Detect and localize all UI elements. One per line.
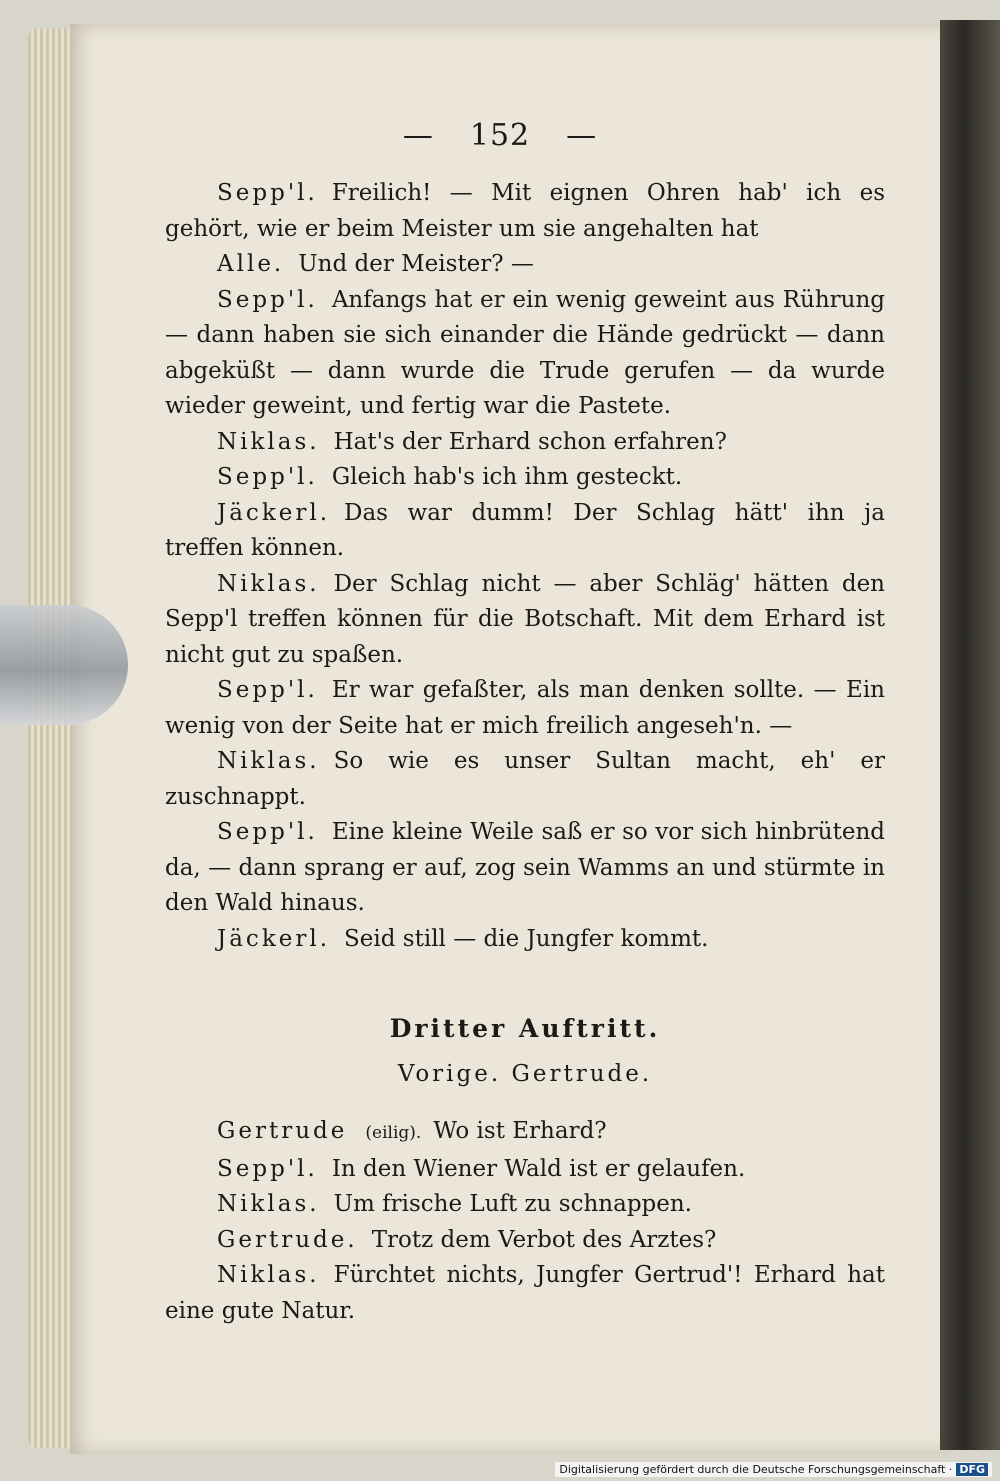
dialogue-text: Trotz dem Verbot des Arztes? [371, 1226, 717, 1253]
dialogue-text: Er war gefaßter, als man denken sollte. — Ein wenig von der Seite hat er mich freilich angeseh'n. — [165, 677, 885, 739]
speaker-name: Gertrude. [217, 1226, 358, 1253]
dialogue-line [165, 1187, 885, 1223]
page-clip [0, 605, 128, 725]
scene-cast: Vorige. Gertrude. [397, 1060, 653, 1087]
dialogue-text: Freilich! — Mit eignen Ohren hab' ich es gehört, wie er beim Meister um sie angehalten hat [165, 180, 885, 242]
dialogue-text: So wie es unser Sultan macht, eh' er zuschnappt. [165, 748, 885, 810]
dialogue-text: Seid still — die Jungfer kommt. [344, 925, 709, 952]
dialogue-line [165, 496, 885, 567]
dialogue-line [165, 567, 885, 674]
dialogue-line [165, 922, 885, 958]
dialogue-text: Anfangs hat er ein wenig geweint aus Rührung — dann haben sie sich einander die Hände gedrückt — dann abgeküßt — dann wurde die Trude gerufen — da wurde wieder geweint, und fertig war die Pastete. [165, 286, 885, 419]
speaker-name: Sepp'l. [217, 180, 318, 206]
dialogue-line [165, 1258, 885, 1329]
speaker-name: Niklas. [217, 570, 320, 597]
dialogue-line [165, 1223, 885, 1259]
dialogue-text: In den Wiener Wald ist er gelaufen. [331, 1155, 746, 1182]
footer-credit: Digitalisierung gefördert durch die Deutsche Forschungsgemeinschaft · DFG [555, 1462, 992, 1477]
dialogue-text: Fürchtet nichts, Jungfer Gertrud'! Erhard hat eine gute Natur. [165, 1262, 885, 1324]
page-text [165, 176, 885, 1329]
dialogue-line [165, 247, 885, 283]
speaker-name: Sepp'l. [217, 286, 318, 313]
dialogue-line [165, 283, 885, 425]
dialogue-line [165, 176, 885, 247]
dialogue-line [165, 1114, 885, 1152]
dfg-logo: DFG [956, 1463, 988, 1476]
speaker-name: Sepp'l. [217, 464, 318, 490]
speaker-name: Niklas. [217, 428, 320, 455]
dialogue-text: Wo ist Erhard? [433, 1118, 607, 1144]
speaker-name: Niklas. [217, 748, 320, 774]
speaker-name: Gertrude [217, 1118, 348, 1144]
dialogue-line [165, 425, 885, 461]
stage-direction: (eilig). [365, 1123, 422, 1143]
page-number: — 152 — [402, 118, 598, 153]
speaker-name: Jäckerl. [217, 499, 331, 526]
dialogue-line [165, 673, 885, 744]
dialogue-text: Das war dumm! Der Schlag hätt' ihn ja treffen können. [165, 499, 885, 561]
speaker-name: Alle. [217, 251, 285, 277]
dialogue-text: Gleich hab's ich ihm gesteckt. [331, 464, 683, 490]
speaker-name: Jäckerl. [217, 925, 331, 952]
scene-heading: Dritter Auftritt. [389, 1014, 661, 1043]
dialogue-line [165, 815, 885, 922]
speaker-name: Sepp'l. [217, 819, 318, 845]
speaker-name: Sepp'l. [217, 1155, 318, 1182]
dialogue-text: Um frische Luft zu schnappen. [333, 1191, 692, 1217]
speaker-name: Niklas. [217, 1262, 320, 1288]
dialogue-text: Der Schlag nicht — aber Schläg' hätten den Sepp'l treffen können für die Botschaft. Mit dem Erhard ist nicht gut zu spaßen. [165, 570, 885, 668]
dialogue-line [165, 460, 885, 496]
speaker-name: Niklas. [217, 1191, 320, 1217]
dialogue-text: Und der Meister? — [298, 251, 534, 277]
dialogue-text: Hat's der Erhard schon erfahren? [333, 428, 727, 455]
speaker-name: Sepp'l. [217, 677, 318, 703]
dialogue-line [165, 1152, 885, 1188]
dialogue-line [165, 744, 885, 815]
book-gutter [940, 20, 1000, 1450]
dialogue-text: Eine kleine Weile saß er so vor sich hinbrütend da, — dann sprang er auf, zog sein Wamms an und stürmte in den Wald hinaus. [165, 819, 885, 916]
